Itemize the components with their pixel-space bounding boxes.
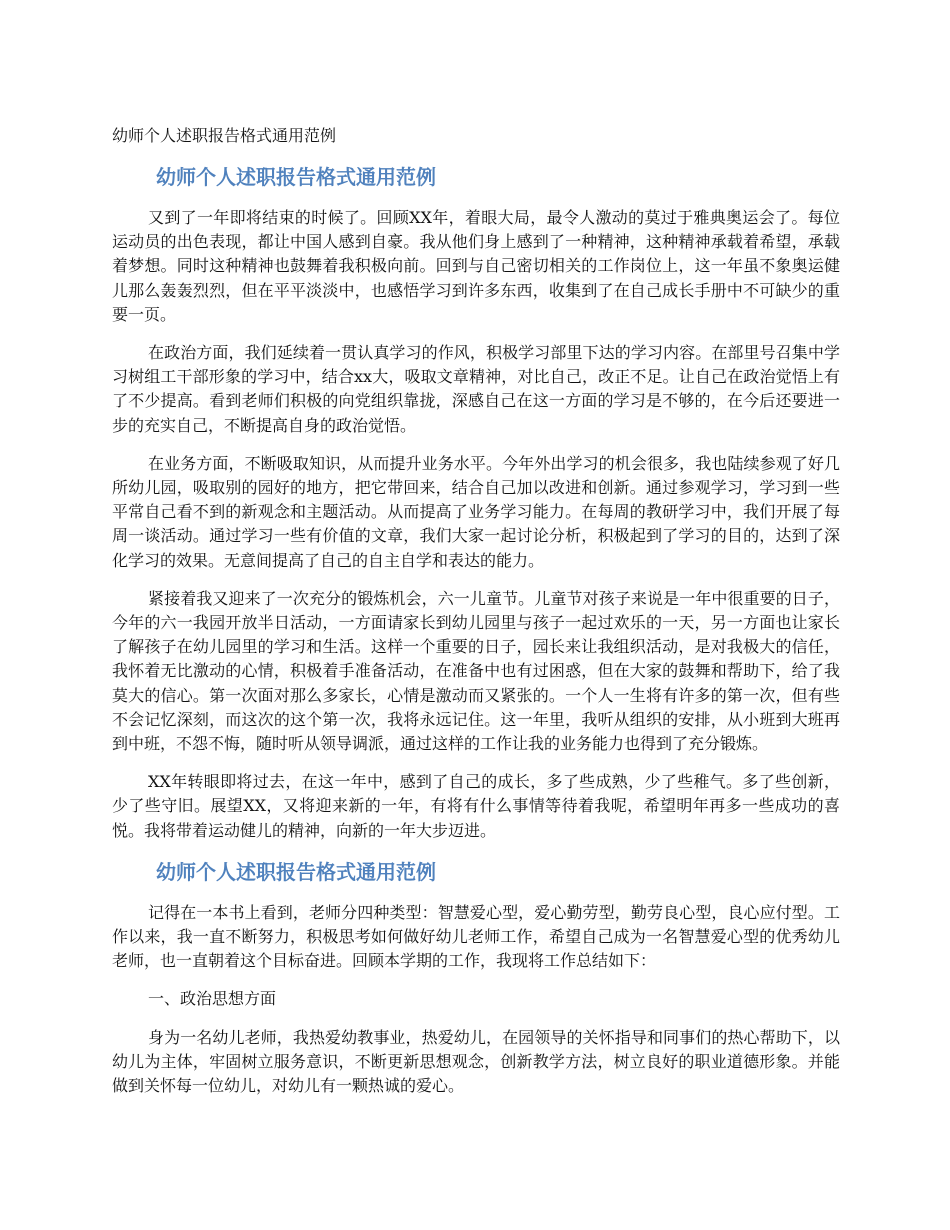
paragraph: 紧接着我又迎来了一次充分的锻炼机会，六一儿童节。儿童节对孩子来说是一年中很重要的日子，今年的六一我园开放半日活动，一方面请家长到幼儿园里与孩子一起过欢乐的一天，另一方面也让家长了解孩子在幼儿园里的学习和生活。这样一个重要的日子，园长来让我组织活动，是对我极大的信任，我怀着无比激动的心情，积极着手准备活动，在准备中也有过困惑，但在大家的鼓舞和帮助下，给了我莫大的信心。第一次面对那么多家长，心情是激动而又紧张的。一个人一生将有许多的第一次，但有些不会记忆深刻，而这次的这个第一次，我将永远记住。这一年里，我听从组织的安排，从小班到大班再到中班，不怨不悔，随时听从领导调派，通过这样的工作让我的业务能力也得到了充分锻炼。: [112, 588, 840, 754]
paragraph: 在政治方面，我们延续着一贯认真学习的作风，积极学习部里下达的学习内容。在部里号召集中学习树组工干部形象的学习中，结合xx大，吸取文章精神，对比自己，改正不足。让自己在政治觉悟上有了不少提高。看到老师们积极的向党组织靠拢，深感自己在这一方面的学习是不够的，在今后还要进一步的充实自己，不断提高自身的政治觉悟。: [112, 343, 840, 435]
paragraph: 记得在一本书上看到，老师分四种类型：智慧爱心型，爱心勤劳型，勤劳良心型，良心应付型。工作以来，我一直不断努力，积极思考如何做好幼儿老师工作，希望自己成为一名智慧爱心型的优秀幼儿老师，也一直朝着这个目标奋进。回顾本学期的工作，我现将工作总结如下：: [112, 902, 840, 971]
section-heading: 幼师个人述职报告格式通用范例: [156, 859, 436, 884]
paragraph: XX年转眼即将过去，在这一年中，感到了自己的成长，多了些成熟，少了些稚气。多了些创新，少了些守旧。展望XX，又将迎来新的一年，有将有什么事情等待着我呢，希望明年再多一些成功的喜悦。我将带着运动健儿的精神，向新的一年大步迈进。: [112, 772, 840, 840]
paragraph: 在业务方面，不断吸取知识，从而提升业务水平。今年外出学习的机会很多，我也陆续参观了好几所幼儿园，吸取别的园好的地方，把它带回来，结合自己加以改进和创新。通过参观学习，学习到一些平常自己看不到的新观念和主题活动。从而提高了业务学习能力。在每周的教研学习中，我们开展了每周一谈活动。通过学习一些有价值的文章，我们大家一起讨论分析，积极起到了学习的目的，达到了深化学习的效果。无意间提高了自己的自主自学和表达的能力。: [112, 453, 840, 570]
paragraph: 身为一名幼儿老师，我热爱幼教事业，热爱幼儿，在园领导的关怀指导和同事们的热心帮助下，以幼儿为主体，牢固树立服务意识，不断更新思想观念，创新教学方法，树立良好的职业道德形象。并能做到关怀每一位幼儿，对幼儿有一颗热诚的爱心。: [112, 1027, 840, 1096]
section-heading: 幼师个人述职报告格式通用范例: [156, 165, 436, 189]
subheading-paragraph: 一、政治思想方面: [148, 989, 277, 1009]
document-page: [112, 124, 840, 1112]
section-2: [112, 857, 840, 1098]
section-1: [112, 162, 840, 843]
paragraph: 又到了一年即将结束的时候了。回顾XX年，着眼大局，最令人激动的莫过于雅典奥运会了。每位运动员的出色表现，都让中国人感到自豪。我从他们身上感到了一种精神，这种精神承载着希望，承载着梦想。同时这种精神也鼓舞着我积极向前。回到与自己密切相关的工作岗位上，这一年虽不象奥运健儿那么轰轰烈烈，但在平平淡淡中，也感悟学习到许多东西，收集到了在自己成长手册中不可缺少的重要一页。: [112, 208, 840, 324]
document-title-label: 幼师个人述职报告格式通用范例: [112, 126, 337, 145]
